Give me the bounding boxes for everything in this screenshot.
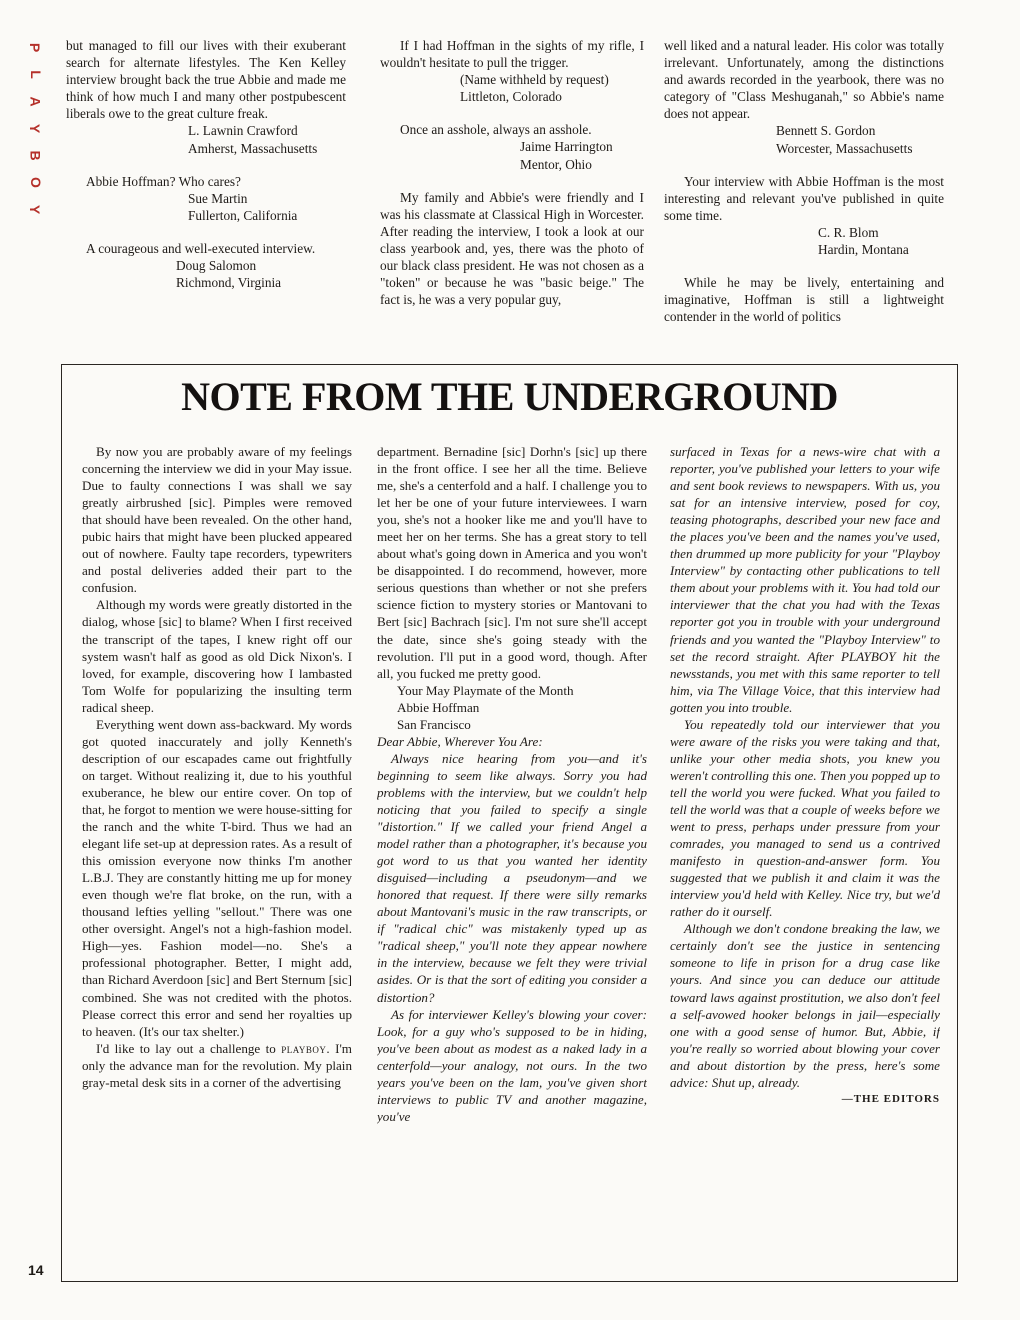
letter-signature-place: Amherst, Massachusetts (188, 140, 318, 156)
letter-signature-place: Richmond, Virginia (176, 275, 282, 291)
letter-text: A courageous and well-executed interview. (86, 240, 316, 256)
letter-signature-name: C. R. Blom (818, 224, 879, 240)
masthead-letter: L (27, 70, 44, 79)
editors-reply-paragraph: Although we don't condone breaking the law, we certainly don't see the justice in sentencing someone to life in prison for a drug case like yours. And since you can deduce our attitude toward laws against prostitution, we also don't feel a self-avowed hooker belongs in jail—especially one with a good sense of humor. But, Abbie, if you're really so worried about blowing your cover and about distortion by the press, here's some advice: Shut up, already. (670, 921, 940, 1090)
masthead-letter: A (27, 96, 44, 107)
letter-text: Abbie Hoffman? Who cares? (86, 173, 241, 189)
letter-text: Your interview with Abbie Hoffman is the most interesting and relevant you've published in quite some time. (664, 173, 944, 223)
note-paragraph: Although my words were greatly distorted in the dialog, whose [sic] to blame? When I first received the transcript of the tapes, I knew right off our system wasn't half as good as old Dick Nixon's. I loved, for example, discovering how I lambasted Tom Wolfe for popularizing the insulting term radical sheep. (82, 597, 352, 715)
letter-text: My family and Abbie's were friendly and I was his classmate at Classical High in Worcester. After reading the interview, I took a look at our class yearbook and, yes, there was the photo of our black class president. He was not chosen as a "token" or because he was "basic beige." The fact is, he was a very popular guy, (380, 189, 644, 308)
masthead-letter: Y (27, 204, 44, 215)
letter-signature-place: Mentor, Ohio (520, 156, 592, 172)
letter-signature-name: Sue Martin (188, 190, 248, 206)
letter-signature-name: Bennett S. Gordon (776, 123, 876, 139)
note-paragraph: By now you are probably aware of my feelings concerning the interview we did in your May issue. Due to faulty connections I was shall we say greatly airbrushed [sic]. Pimples were removed that should have been revealed. On the other hand, pubic hairs that might have been plucked appeared out of nowhere. Faulty tape recorders, typewriters and postal deliveries added their part to the confusion. (82, 444, 352, 596)
editors-reply-paragraph: You repeatedly told our interviewer that you were aware of the risks you were taking and that, unlike your other media shots, you knew you weren't controlling this one. Then you popped up to tell the world you were fucked. What you failed to tell the world was that a couple of weeks before we went to press, perhaps under pressure from your comrades, you managed to send us a contrived manifesto in question-and-answer form. You suggested that we publish it and claim it was the interview you'd held with Kelley. Nice try, but we'd rather do it ourself. (670, 716, 940, 920)
note-signature: San Francisco (397, 716, 471, 732)
letter-signature-place: Worcester, Massachusetts (776, 140, 913, 156)
editors-salutation: Dear Abbie, Wherever You Are: (377, 733, 543, 749)
masthead-letter: P (27, 42, 44, 53)
editors-reply-paragraph: As for interviewer Kelley's blowing your cover: Look, for a guy who's supposed to be in hiding, you've been about as modest as a naked lady in a centerfold—your analogy, not ours. In the two years you've been on the lam, you've given short interviews to public TV and another magazine, you've (377, 1006, 647, 1124)
letters-column-3 (664, 37, 944, 347)
letter-signature-name: Jaime Harrington (520, 139, 613, 155)
page-number: 14 (28, 1262, 44, 1278)
letter-signature-place: Littleton, Colorado (460, 89, 562, 105)
note-title: NOTE FROM THE UNDERGROUND (181, 374, 838, 419)
note-text: . I'm only the advance man for the revolution. My plain gray-metal desk sits in a corner of the advertising (82, 1040, 352, 1090)
note-signature: Abbie Hoffman (397, 699, 480, 715)
masthead-letter: B (27, 150, 44, 161)
masthead-letter: O (27, 177, 44, 188)
letter-signature-name: (Name withheld by request) (460, 72, 609, 88)
editors-reply-paragraph: surfaced in Texas for a news-wire chat with a reporter, you've published your letters to your wife and sent book reviews to newspapers. With us, you sat for an intensive interview, posed for coy, teasing photographs, described your new face and the places you've been and the names you've used, then drummed up more publicity for your "Playboy Interview" by contacting other publications to tell them about your problems with it. You had told our interviewer that the chat you had with the Texas reporter got you in trouble with your underground friends and you wanted the "Playboy Interview" to set the record straight. After PLAYBOY hit the newsstands, you met with this same reporter to tell him, via The Village Voice, that this interview had gotten you into trouble. (670, 444, 940, 715)
note-paragraph: Everything went down ass-backward. My words got quoted inaccurately and jolly Kenneth's description of our escapades came out frightfully on target. Without realizing it, due to his youthful exuberance, he blew our entire cover. On top of that, he forgot to mention we were house-sitting for the ranch and the white T-bird. Thus we had an elegant life set-up at depression rates. As a result of this omission everyone now thinks I'm another L.B.J. They are constantly hitting me up for money even though we're flat broke, on the run, with a thousand lefties yelling "sellout." There was one other oversight. Angel's not a high-fashion model. High—yes. Fashion model—no. She's a professional photographer. Better, I might add, than Richard Averdoon [sic] and Bert Sternum [sic] combined. She was not credited with the photos. Please correct this error and send her royalties up to heaven. (It's our tax shelter.) (82, 716, 352, 1039)
editors-signature: —THE EDITORS (841, 1092, 940, 1105)
note-signature: Your May Playmate of the Month (397, 682, 574, 698)
letter-signature-place: Fullerton, California (188, 207, 298, 223)
note-column-2 (377, 443, 647, 1273)
letter-signature-name: Doug Salomon (176, 258, 257, 274)
letter-text: but managed to fill our lives with their exuberant search for alternate lifestyles. The Ken Kelley interview brought back the true Abbie and made me think of how much I and many other postpubescent liberals owe to the great culture freak. (66, 38, 346, 122)
letters-column-1 (66, 37, 346, 347)
note-paragraph (82, 1040, 352, 1091)
letter-text: Once an asshole, always an asshole. (400, 122, 592, 138)
letter-text: If I had Hoffman in the sights of my rifle, I wouldn't hesitate to pull the trigger. (380, 38, 644, 71)
letter-text: well liked and a natural leader. His color was totally irrelevant. Unfortunately, among the distinctions and awards recorded in the yearbook, there was no category of "Class Meshuganah," so Abbie's name does not appear. (664, 38, 944, 122)
note-column-1 (82, 443, 352, 1273)
playboy-small-caps: playboy (281, 1040, 327, 1056)
letter-text: While he may be lively, entertaining and imaginative, Hoffman is still a lightweight contender in the world of politics (664, 275, 944, 325)
letter-signature-place: Hardin, Montana (818, 242, 909, 258)
letters-column-2 (380, 37, 644, 347)
editors-reply-paragraph: Always nice hearing from you—and it's beginning to seem like always. Sorry you had problems with the interview, but we couldn't help noticing that you failed to specify a single "distortion." If we called your friend Angel a model rather than a photographer, it's because you got word to us that you wanted her identity disguised—including a pseudonym—and we honored that request. If there were silly remarks about Mantovani's music in the raw transcripts, or if "radical chic" was mistakenly typed up as "radical sheep," you'll note they appear nowhere in the interview, because we felt they were trivial asides. Or is that the sort of editing you consider a distortion? (377, 750, 647, 1005)
masthead-letter: Y (27, 123, 44, 134)
letter-signature-name: L. Lawnin Crawford (188, 123, 298, 139)
note-column-3 (670, 443, 940, 1273)
note-text: I'd like to lay out a challenge to (96, 1040, 282, 1056)
note-paragraph: department. Bernadine [sic] Dorhn's [sic] up there in the front office. I see her all the time. Believe me, she's a centerfold and a half. I challenge you to let her be one of your future interviewees. I warn you, she's not a hooker like me and you'll have to meet her on her terms. She has a great story to tell about what's going down in America and you won't be disappointed. I do recommend, however, more serious questions than whether or not she prefers science fiction to mystery stories or Mantovani to Bert [sic] Bachrach [sic]. I'm not sure she'll accept the date, since she's going steady with the revolution. I'll put in a good word, though. After all, you fucked me pretty good. (377, 444, 647, 681)
note-from-underground-box (61, 364, 958, 1282)
playboy-vertical-masthead (24, 34, 46, 223)
